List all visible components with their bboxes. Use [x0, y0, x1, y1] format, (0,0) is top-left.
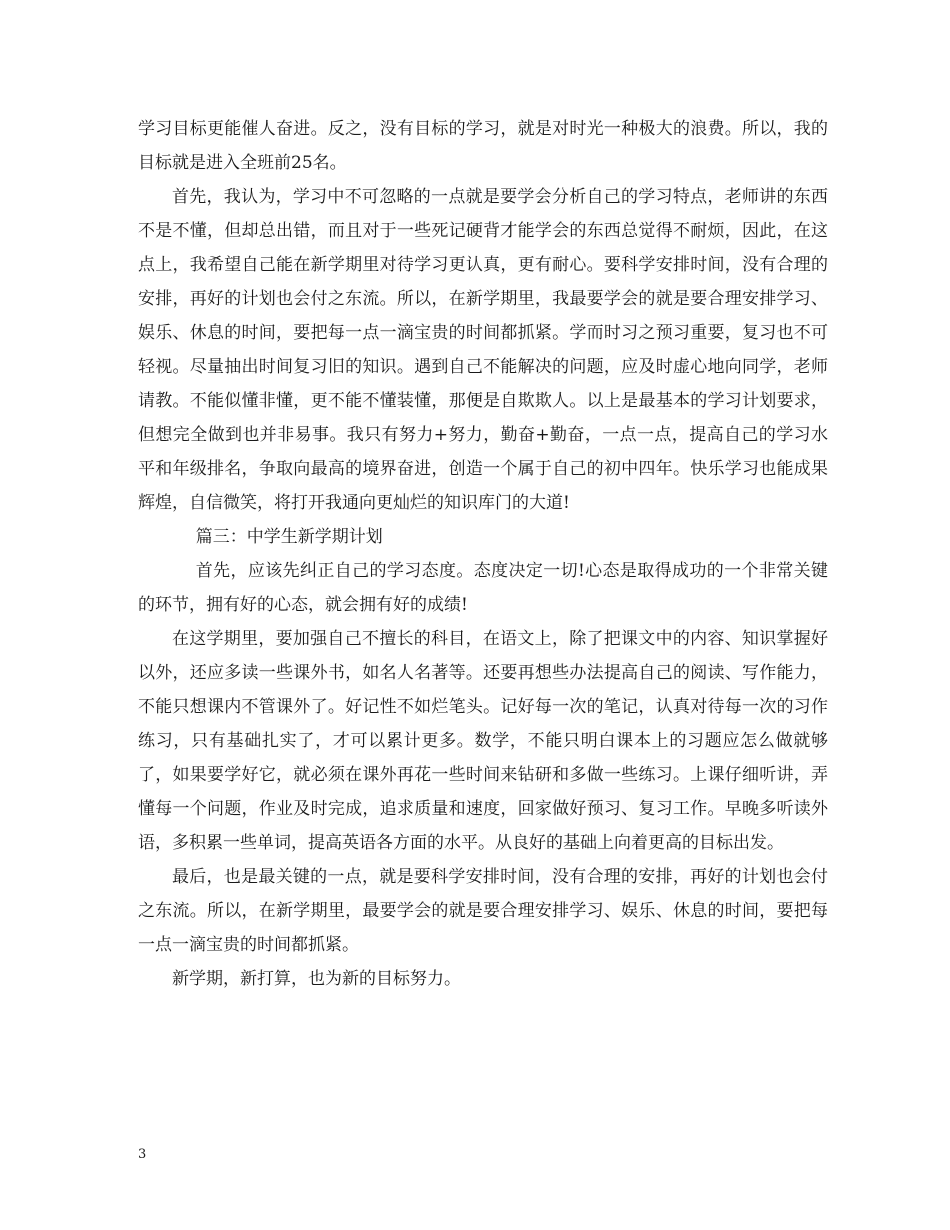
paragraph-first-plan: 首先，我认为，学习中不可忽略的一点就是要学会分析自己的学习特点，老师讲的东西不是不懂，但却总出错，而且对于一些死记硬背才能学会的东西总觉得不耐烦，因此，在这点上，我希望自己能在新学期里对待学习更认真，更有耐心。要科学安排时间，没有合理的安排，再好的计划也会付之东流。所以，在新学期里，我最要学会的就是要合理安排学习、娱乐、休息的时间，要把每一点一滴宝贵的时间都抓紧。学而时习之预习重要，复习也不可轻视。尽量抽出时间复习旧的知识。遇到自己不能解决的问题，应及时虚心地向同学，老师请教。不能似懂非懂，更不能不懂装懂，那便是自欺欺人。以上是最基本的学习计划要求，但想完全做到也并非易事。我只有努力+努力，勤奋+勤奋，一点一点，提高自己的学习水平和年级排名，争取向最高的境界奋进，创造一个属于自己的初中四年。快乐学习也能成果辉煌，自信微笑，将打开我通向更灿烂的知识库门的大道! [138, 187, 828, 513]
section-heading: 篇三：中学生新学期计划 [195, 527, 383, 547]
paragraph-attitude: 首先，应该先纠正自己的学习态度。态度决定一切!心态是取得成功的一个非常关键的环节，拥有好的心态，就会拥有好的成绩! [138, 561, 828, 615]
page-number: 3 [138, 1147, 147, 1162]
paragraph-continued: 学习目标更能催人奋进。反之，没有目标的学习，就是对时光一种极大的浪费。所以，我的目标就是进入全班前25名。 [138, 119, 828, 173]
document-body [138, 112, 828, 996]
paragraph-closing: 新学期，新打算，也为新的目标努力。 [172, 969, 461, 989]
paragraph-time: 最后，也是最关键的一点，就是要科学安排时间，没有合理的安排，再好的计划也会付之东流。所以，在新学期里，最要学会的就是要合理安排学习、娱乐、休息的时间，要把每一点一滴宝贵的时间都抓紧。 [138, 867, 828, 955]
paragraph-subjects: 在这学期里，要加强自己不擅长的科目，在语文上，除了把课文中的内容、知识掌握好以外，还应多读一些课外书，如名人名著等。还要再想些办法提高自己的阅读、写作能力，不能只想课内不管课外了。好记性不如烂笔头。记好每一次的笔记，认真对待每一次的习作练习，只有基础扎实了，才可以累计更多。数学，不能只明白课本上的习题应怎么做就够了，如果要学好它，就必须在课外再花一些时间来钻研和多做一些练习。上课仔细听讲，弄懂每一个问题，作业及时完成，追求质量和速度，回家做好预习、复习工作。早晚多听读外语，多积累一些单词，提高英语各方面的水平。从良好的基础上向着更高的目标出发。 [138, 629, 828, 853]
